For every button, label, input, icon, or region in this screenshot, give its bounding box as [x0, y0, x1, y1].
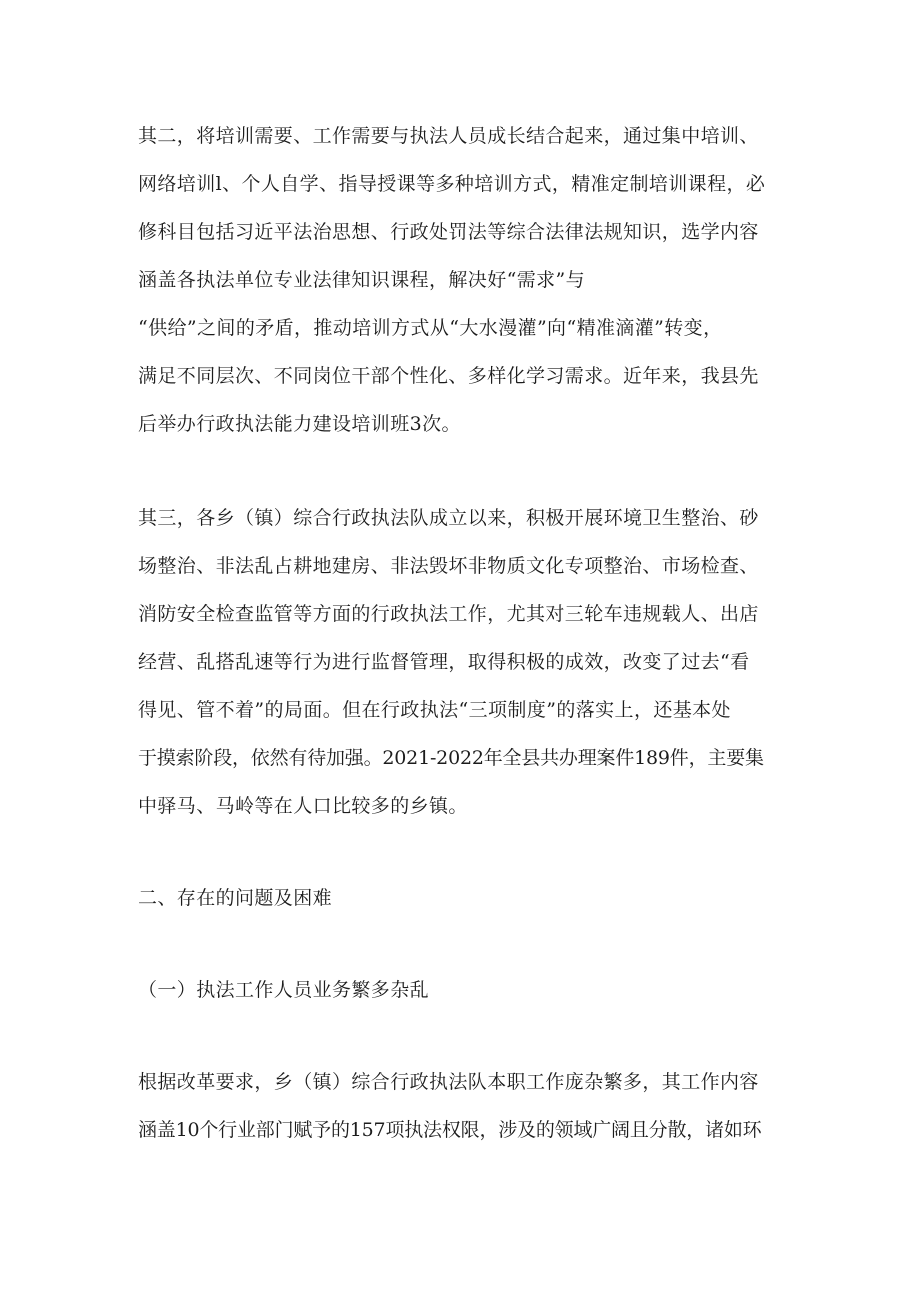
text-line: 其三，各乡（镇）综合行政执法队成立以来，积极开展环境卫生整治、砂 — [138, 507, 759, 529]
paragraph-enforcement — [138, 494, 798, 830]
text-line: 涵盖10个行业部门赋予的157项执法权限，涉及的领域广阔且分散，诸如环 — [138, 1119, 762, 1141]
text-line: 网络培训l、个人自学、指导授课等多种培训方式，精准定制培训课程，必 — [138, 173, 766, 195]
text-line: 其二，将培训需要、工作需要与执法人员成长结合起来，通过集中培训、 — [138, 125, 759, 147]
paragraph-gap — [138, 448, 798, 494]
paragraph-reform — [138, 1058, 798, 1154]
section-heading: 二、存在的问题及困难 — [138, 887, 333, 909]
text-line: 场整治、非法乱占耕地建房、非法毁坏非物质文化专项整治、市场检查、 — [138, 555, 759, 577]
text-line: 根据改革要求，乡（镇）综合行政执法队本职工作庞杂繁多，其工作内容 — [138, 1071, 759, 1093]
paragraph-gap — [138, 1014, 798, 1058]
text-line: 修科目包括习近平法治思想、行政处罚法等综合法律法规知识，选学内容 — [138, 221, 759, 243]
document-body — [138, 112, 798, 1154]
text-line: “供给”之间的矛盾，推动培训方式从“大水漫灌”向“精准滴灌”转变， — [138, 317, 723, 339]
text-line: 后举办行政执法能力建设培训班3次。 — [138, 413, 461, 435]
subsection-heading: （一）执法工作人员业务繁多杂乱 — [138, 979, 430, 1001]
text-line: 经营、乱搭乱速等行为进行监督管理，取得积极的成效，改变了过去“看 — [138, 651, 750, 673]
text-line: 中驿马、马岭等在人口比较多的乡镇。 — [138, 795, 468, 817]
text-line: 得见、管不着”的局面。但在行政执法“三项制度”的落实上，还基本处 — [138, 699, 731, 721]
text-line: 满足不同层次、不同岗位干部个性化、多样化学习需求。近年来，我县先 — [138, 365, 759, 387]
text-line: 涵盖各执法单位专业法律知识课程，解决好“需求”与 — [138, 269, 586, 291]
text-line: 消防安全检查监管等方面的行政执法工作，尤其对三轮车违规载人、出店 — [138, 603, 759, 625]
text-line: 于摸索阶段，依然有待加强。2021-2022年全县共办理案件189件，主要集 — [138, 747, 764, 769]
paragraph-gap — [138, 922, 798, 966]
paragraph-training — [138, 112, 798, 448]
paragraph-gap — [138, 830, 798, 874]
